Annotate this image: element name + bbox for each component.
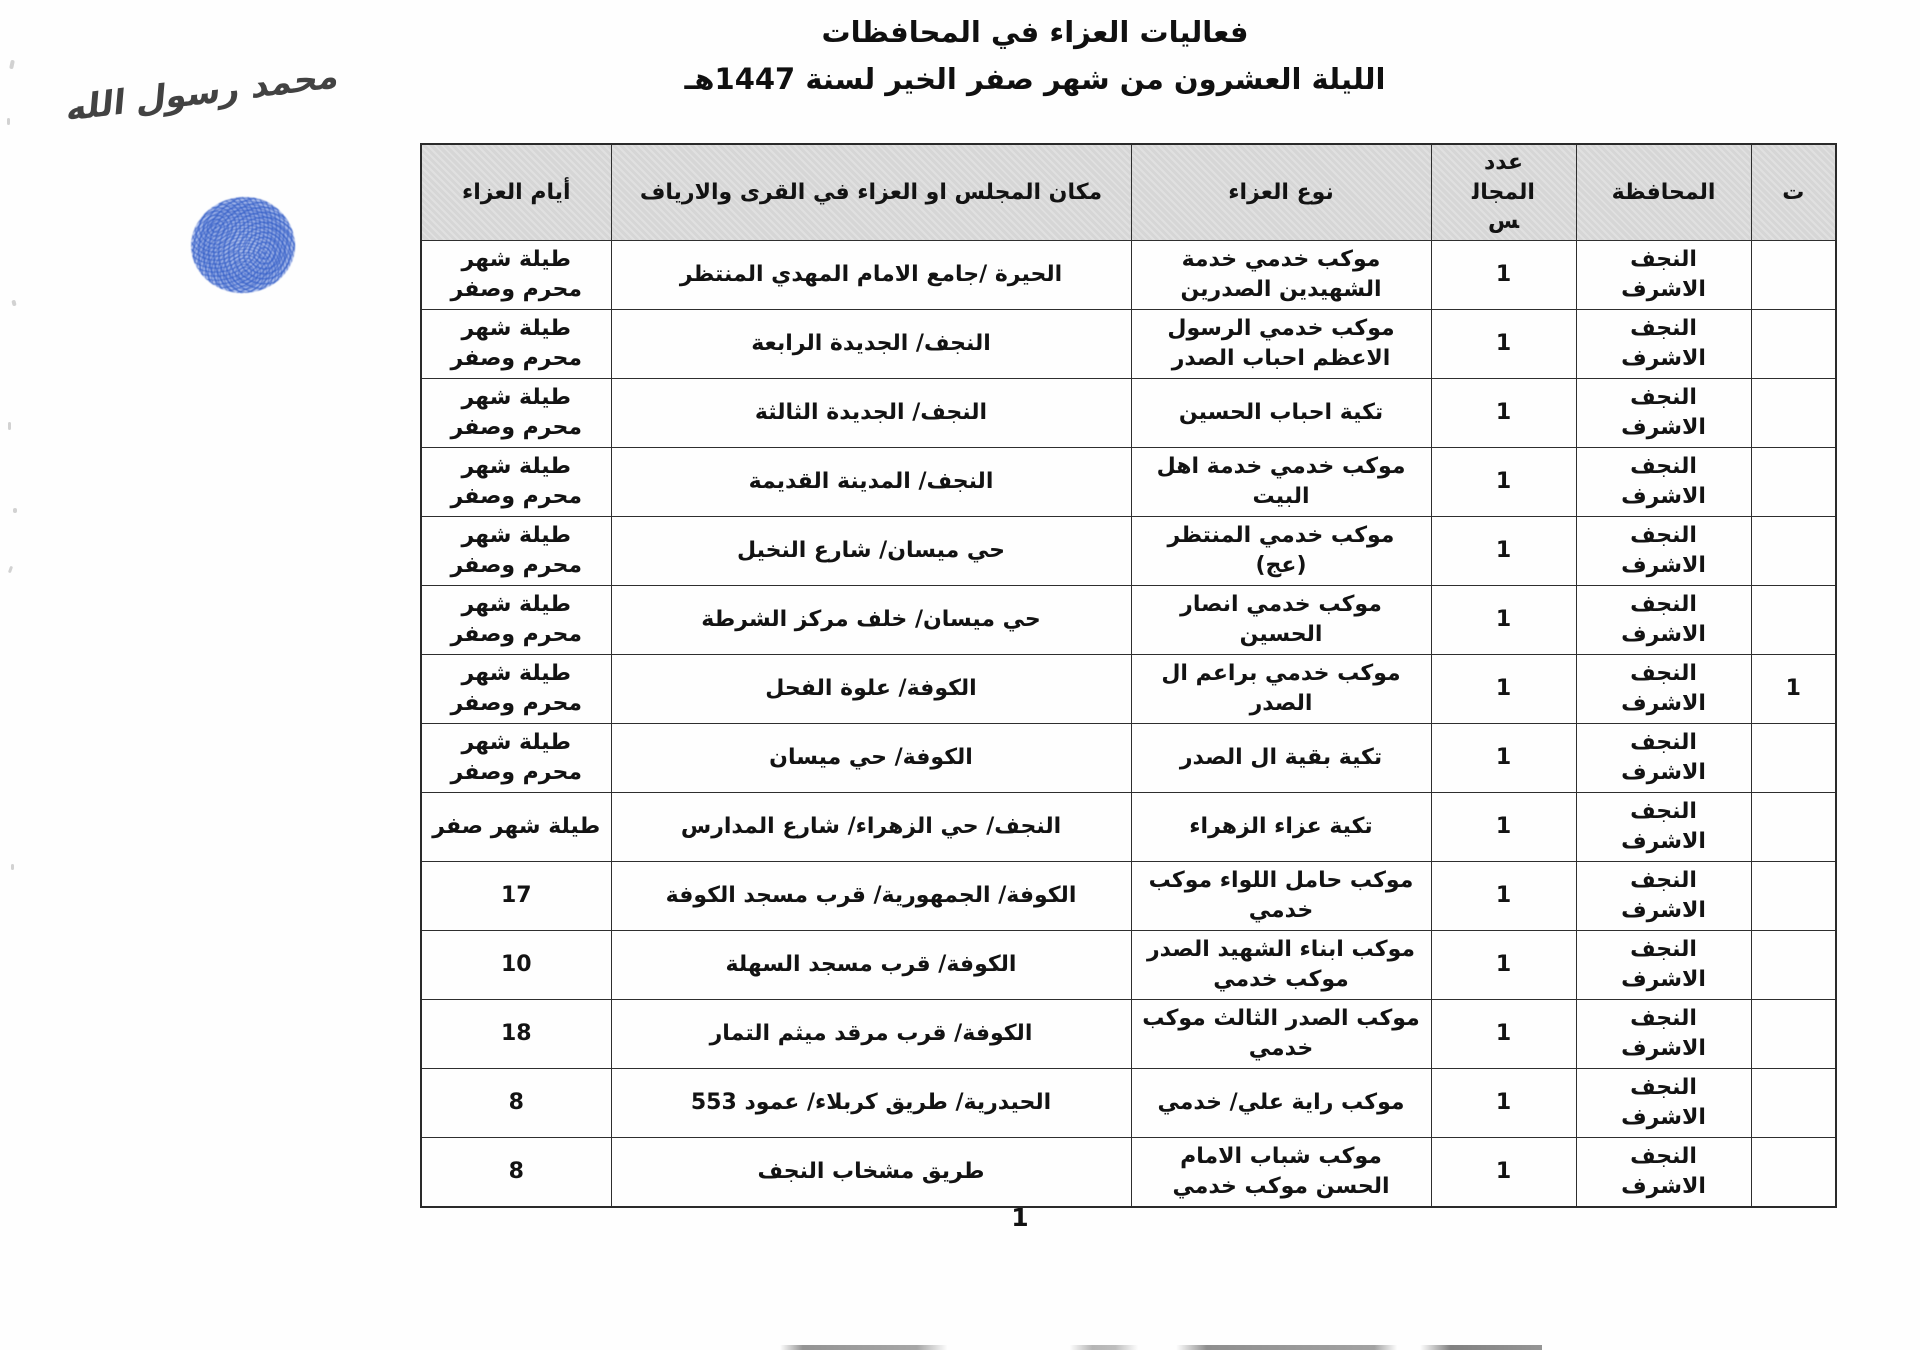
cell-days: 18 xyxy=(421,1000,611,1069)
cell-days: طيلة شهر محرم وصفر xyxy=(421,241,611,310)
cell-serial xyxy=(1751,241,1836,310)
table-row xyxy=(421,241,1836,310)
cell-councils-count: 1 xyxy=(1431,793,1576,862)
cell-councils-count: 1 xyxy=(1431,586,1576,655)
cell-councils-count: 1 xyxy=(1431,241,1576,310)
table-row xyxy=(421,1138,1836,1208)
document-title: فعاليات العزاء في المحافظات xyxy=(821,15,1249,49)
cell-days: طيلة شهر محرم وصفر xyxy=(421,448,611,517)
cell-governorate: النجف الاشرف xyxy=(1576,379,1751,448)
header-mourning-type: نوع العزاء xyxy=(1131,144,1431,241)
scan-speck xyxy=(8,422,11,430)
cell-days: 10 xyxy=(421,931,611,1000)
cell-councils-count: 1 xyxy=(1431,724,1576,793)
cell-days: طيلة شهر صفر xyxy=(421,793,611,862)
cell-councils-count: 1 xyxy=(1431,655,1576,724)
cell-place: النجف/ الجديدة الرابعة xyxy=(611,310,1131,379)
table-row xyxy=(421,1069,1836,1138)
cell-mourning-type: موكب خدمي انصار الحسين xyxy=(1131,586,1431,655)
cell-place: النجف/ حي الزهراء/ شارع المدارس xyxy=(611,793,1131,862)
cell-mourning-type: موكب خدمي المنتظر (عج) xyxy=(1131,517,1431,586)
cell-place: الكوفة/ علوة الفحل xyxy=(611,655,1131,724)
cell-governorate: النجف الاشرف xyxy=(1576,448,1751,517)
table-row xyxy=(421,1000,1836,1069)
scan-speck xyxy=(13,508,17,513)
cell-serial: 1 xyxy=(1751,655,1836,724)
scan-speck xyxy=(9,60,15,70)
cell-serial xyxy=(1751,379,1836,448)
header-place: مكان المجلس او العزاء في القرى والارياف xyxy=(611,144,1131,241)
cell-days: طيلة شهر محرم وصفر xyxy=(421,379,611,448)
cell-mourning-type: موكب ابناء الشهيد الصدر موكب خدمي xyxy=(1131,931,1431,1000)
mourning-activities-table xyxy=(420,143,1837,1208)
cell-serial xyxy=(1751,448,1836,517)
cell-councils-count: 1 xyxy=(1431,517,1576,586)
scan-edge-artifact xyxy=(780,1345,1542,1350)
cell-councils-count: 1 xyxy=(1431,862,1576,931)
handwritten-note: محمد رسول الله xyxy=(64,55,341,130)
header-serial: ت xyxy=(1751,144,1836,241)
cell-governorate: النجف الاشرف xyxy=(1576,241,1751,310)
cell-serial xyxy=(1751,1069,1836,1138)
cell-place: طريق مشخاب النجف xyxy=(611,1138,1131,1208)
cell-place: حي ميسان/ شارع النخيل xyxy=(611,517,1131,586)
cell-councils-count: 1 xyxy=(1431,1069,1576,1138)
cell-mourning-type: تكية احباب الحسين xyxy=(1131,379,1431,448)
cell-serial xyxy=(1751,724,1836,793)
cell-mourning-type: تكية بقية ال الصدر xyxy=(1131,724,1431,793)
cell-mourning-type: موكب خدمي خدمة اهل البيت xyxy=(1131,448,1431,517)
table-row xyxy=(421,655,1836,724)
scan-speck xyxy=(8,566,13,574)
cell-place: النجف/ الجديدة الثالثة xyxy=(611,379,1131,448)
cell-serial xyxy=(1751,931,1836,1000)
cell-place: حي ميسان/ خلف مركز الشرطة xyxy=(611,586,1131,655)
table-row xyxy=(421,379,1836,448)
cell-place: الكوفة/ قرب مرقد ميثم التمار xyxy=(611,1000,1131,1069)
cell-serial xyxy=(1751,793,1836,862)
document-title-block xyxy=(420,12,1650,99)
cell-place: الكوفة/ الجمهورية/ قرب مسجد الكوفة xyxy=(611,862,1131,931)
table-row xyxy=(421,517,1836,586)
scan-speck xyxy=(7,118,10,125)
cell-serial xyxy=(1751,1138,1836,1208)
table-row xyxy=(421,931,1836,1000)
cell-serial xyxy=(1751,517,1836,586)
cell-governorate: النجف الاشرف xyxy=(1576,931,1751,1000)
table-row xyxy=(421,724,1836,793)
table-header xyxy=(421,144,1836,241)
header-councils-count: عدد المجالس xyxy=(1431,144,1576,241)
table-row xyxy=(421,586,1836,655)
cell-days: 17 xyxy=(421,862,611,931)
cell-mourning-type: موكب الصدر الثالث موكب خدمي xyxy=(1131,1000,1431,1069)
cell-governorate: النجف الاشرف xyxy=(1576,793,1751,862)
header-days: أيام العزاء xyxy=(421,144,611,241)
cell-mourning-type: موكب خدمي براعم ال الصدر xyxy=(1131,655,1431,724)
table-row xyxy=(421,310,1836,379)
cell-governorate: النجف الاشرف xyxy=(1576,517,1751,586)
cell-mourning-type: موكب شباب الامام الحسن موكب خدمي xyxy=(1131,1138,1431,1208)
cell-governorate: النجف الاشرف xyxy=(1576,310,1751,379)
cell-mourning-type: موكب خدمي خدمة الشهيدين الصدرين xyxy=(1131,241,1431,310)
cell-days: طيلة شهر محرم وصفر xyxy=(421,310,611,379)
cell-governorate: النجف الاشرف xyxy=(1576,586,1751,655)
table-row xyxy=(421,862,1836,931)
header-governorate: المحافظة xyxy=(1576,144,1751,241)
cell-place: النجف/ المدينة القديمة xyxy=(611,448,1131,517)
table-header-row xyxy=(421,144,1836,241)
cell-days: طيلة شهر محرم وصفر xyxy=(421,517,611,586)
page-number: 1 xyxy=(1011,1203,1029,1232)
cell-mourning-type: موكب حامل اللواء موكب خدمي xyxy=(1131,862,1431,931)
cell-governorate: النجف الاشرف xyxy=(1576,862,1751,931)
cell-councils-count: 1 xyxy=(1431,1138,1576,1208)
cell-days: طيلة شهر محرم وصفر xyxy=(421,724,611,793)
cell-councils-count: 1 xyxy=(1431,379,1576,448)
cell-days: 8 xyxy=(421,1069,611,1138)
mourning-table-body xyxy=(421,241,1836,1208)
cell-councils-count: 1 xyxy=(1431,448,1576,517)
cell-mourning-type: موكب راية علي/ خدمي xyxy=(1131,1069,1431,1138)
cell-mourning-type: تكية عزاء الزهراء xyxy=(1131,793,1431,862)
cell-serial xyxy=(1751,586,1836,655)
cell-days: 8 xyxy=(421,1138,611,1208)
cell-councils-count: 1 xyxy=(1431,310,1576,379)
cell-serial xyxy=(1751,862,1836,931)
cell-place: الكوفة/ حي ميسان xyxy=(611,724,1131,793)
cell-days: طيلة شهر محرم وصفر xyxy=(421,586,611,655)
scan-speck xyxy=(11,864,14,870)
cell-days: طيلة شهر محرم وصفر xyxy=(421,655,611,724)
cell-place: الحيرة /جامع الامام المهدي المنتظر xyxy=(611,241,1131,310)
table-row xyxy=(421,448,1836,517)
blue-ink-stamp xyxy=(188,193,298,296)
cell-serial xyxy=(1751,310,1836,379)
cell-councils-count: 1 xyxy=(1431,1000,1576,1069)
cell-governorate: النجف الاشرف xyxy=(1576,655,1751,724)
cell-governorate: النجف الاشرف xyxy=(1576,724,1751,793)
cell-mourning-type: موكب خدمي الرسول الاعظم احباب الصدر xyxy=(1131,310,1431,379)
table-row xyxy=(421,793,1836,862)
cell-place: الحيدرية/ طريق كربلاء/ عمود 553 xyxy=(611,1069,1131,1138)
cell-governorate: النجف الاشرف xyxy=(1576,1069,1751,1138)
cell-place: الكوفة/ قرب مسجد السهلة xyxy=(611,931,1131,1000)
cell-governorate: النجف الاشرف xyxy=(1576,1138,1751,1208)
cell-governorate: النجف الاشرف xyxy=(1576,1000,1751,1069)
document-subtitle: الليلة العشرون من شهر صفر الخير لسنة 1447هـ xyxy=(684,62,1386,96)
cell-councils-count: 1 xyxy=(1431,931,1576,1000)
cell-serial xyxy=(1751,1000,1836,1069)
scan-speck xyxy=(11,300,16,307)
